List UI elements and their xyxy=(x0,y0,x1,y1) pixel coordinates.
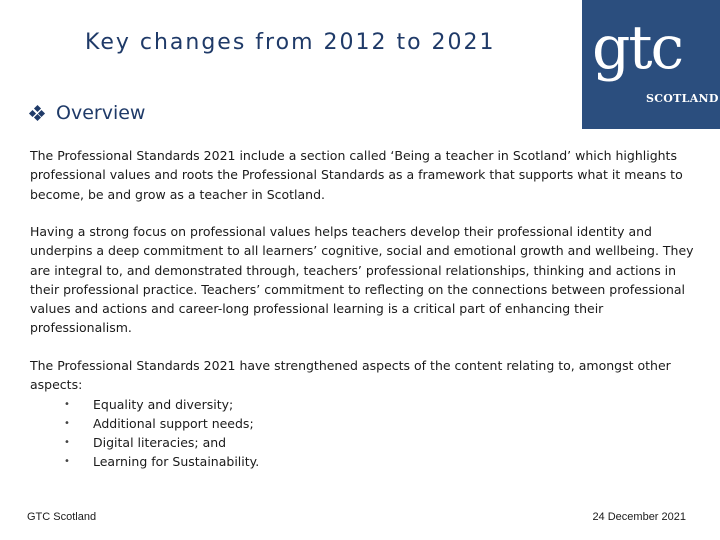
footer-organisation: GTC Scotland xyxy=(27,511,97,523)
diamond-bullet-icon xyxy=(30,106,44,120)
gtc-scotland-logo xyxy=(582,0,720,129)
strengthened-aspects-section xyxy=(30,356,700,472)
paragraph-professional-values: Having a strong focus on professional values helps teachers develop their professional identity and underpins a deep commitment to all learners’ cognitive, social and emotional growth and wellbeing. They are integral to, and demonstrated through, teachers’ professional relationships, thinking and actions in their professional practice. Teachers’ commitment to reflecting on the connections between professional values and actions and career-long professional learning is a critical part of enhancing their professionalism. xyxy=(30,224,694,336)
paragraph-being-a-teacher: The Professional Standards 2021 include a section called ‘Being a teacher in Scotland’ which highlights professional values and roots the Professional Standards as a framework that supports what it means to become, be and grow as a teacher in Scotland. xyxy=(30,148,683,202)
list-item: • Additional support needs; xyxy=(30,414,700,433)
overview-heading xyxy=(30,102,145,124)
list-item: • Digital literacies; and xyxy=(30,433,700,452)
list-item: • Learning for Sustainability. xyxy=(30,452,700,471)
slide-title: Key changes from 2012 to 2021 xyxy=(85,30,496,55)
aspects-list xyxy=(30,395,700,472)
logo-main-text: gtc xyxy=(592,13,683,83)
footer-date: 24 December 2021 xyxy=(592,511,686,523)
logo-sub-text: SCOTLAND xyxy=(646,92,719,105)
paragraph-strengthened-aspects: The Professional Standards 2021 have strengthened aspects of the content relating to, amongst other aspects: xyxy=(30,358,671,393)
list-item: • Equality and diversity; xyxy=(30,395,700,414)
overview-label: Overview xyxy=(56,102,146,124)
